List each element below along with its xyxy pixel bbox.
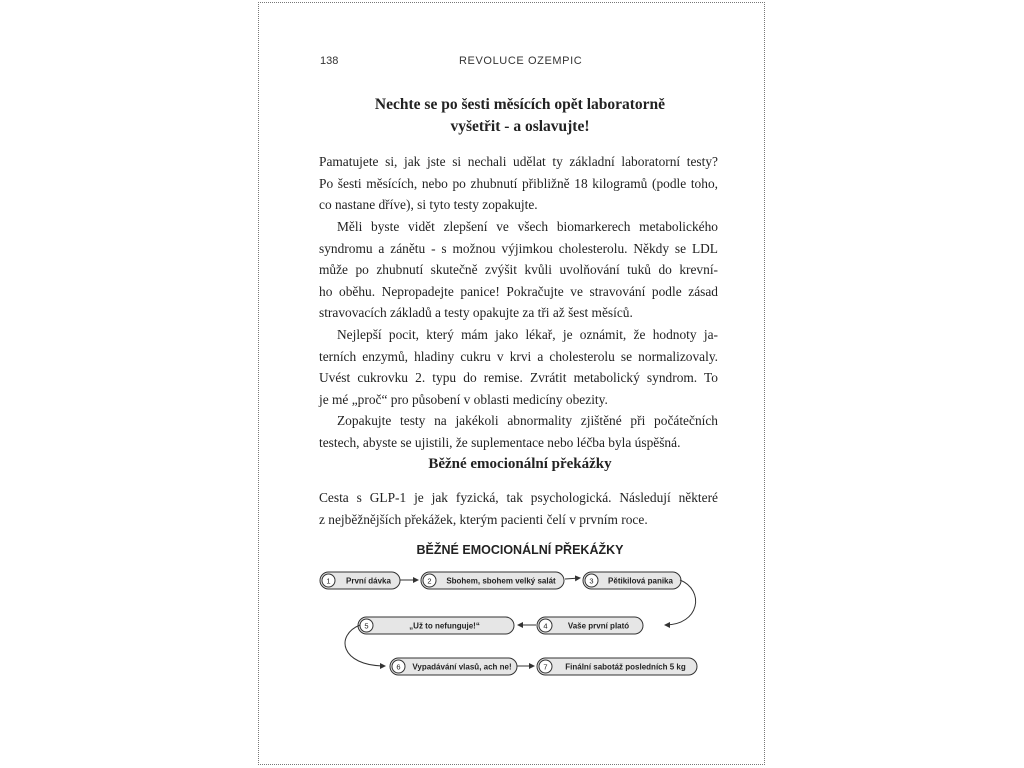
step-number: 4 [543, 621, 548, 631]
step-label: Finální sabotáž posledních 5 kg [565, 662, 686, 672]
diagram-title: BĚŽNÉ EMOCIONÁLNÍ PŘEKÁŽKY [416, 543, 624, 557]
body-line: Pamatujete si, jak jste si nechali udělat ty základní laboratorní testy? [319, 154, 718, 169]
running-title: REVOLUCE OZEMPIC [459, 55, 583, 67]
body-line: je mé „proč“ pro působení v oblasti medicíny obezity. [319, 392, 608, 407]
body-line: syndromu a zánětu - s možnou výjimkou cholesterolu. Někdy se LDL [319, 241, 718, 256]
page-number: 138 [320, 55, 339, 67]
body-line: z nejběžnějších překážek, kterým pacienti čelí v prvním roce. [319, 512, 648, 527]
step-label: Vaše první plató [567, 621, 630, 631]
step-number: 7 [543, 662, 548, 672]
flow-step [537, 617, 643, 634]
body-line: terních enzymů, hladiny cukru v krvi a cholesterolu se normalizovaly. [319, 349, 718, 364]
body-line: testech, abyste se ujistili, že suplementace nebo léčba byla úspěšná. [319, 435, 681, 450]
body-line: Měli byste vidět zlepšení ve všech biomarkerech metabolického [337, 219, 718, 234]
flow-step [421, 572, 564, 589]
step-number: 1 [326, 576, 331, 586]
body-line: Po šesti měsících, nebo po zhubnutí přibližně 18 kilogramů (podle toho, [319, 176, 718, 191]
flow-step [583, 572, 681, 589]
step-number: 3 [589, 576, 594, 586]
flow-step [390, 658, 517, 675]
step-label: Pětikilová panika [608, 576, 673, 586]
body-line: ho oběhu. Nepropadejte panice! Pokračujte ve stravování podle zásad [319, 284, 718, 299]
body-line: Nejlepší pocit, který mám jako lékař, je oznámit, že hodnoty ja- [337, 327, 718, 342]
body-line: Zopakujte testy na jakékoli abnormality zjištěné při počátečních [337, 413, 718, 428]
flow-step [320, 572, 400, 589]
step-number: 5 [364, 621, 369, 631]
step-label: Vypadávání vlasů, ach ne! [412, 662, 512, 672]
section-title-line: vyšetřit - a oslavujte! [450, 118, 590, 135]
step-label: První dávka [346, 576, 391, 586]
body-line: co nastane dříve), si tyto testy zopakujte. [319, 197, 538, 212]
flow-step [358, 617, 514, 634]
section-title-line: Nechte se po šesti měsících opět laboratorně [374, 96, 666, 113]
step-label: Sbohem, sbohem velký salát [446, 576, 556, 586]
step-label: „Už to nefunguje!“ [409, 621, 480, 631]
flow-step [537, 658, 697, 675]
body-line: Uvést cukrovku 2. typu do remise. Zvrátit metabolický syndrom. To [319, 370, 718, 385]
body-line: stravovacích základů a testy opakujte za tři až šest měsíců. [319, 305, 633, 320]
step-number: 2 [427, 576, 432, 586]
arrow [565, 578, 580, 579]
section-title: Běžné emocionální překážky [428, 456, 612, 472]
body-line: Cesta s GLP-1 je jak fyzická, tak psychologická. Následují některé [319, 490, 718, 505]
step-number: 6 [396, 662, 401, 672]
body-line: může po zhubnutí skutečně zvýšit kvůli uvolňování tuků do krevní- [319, 262, 718, 277]
